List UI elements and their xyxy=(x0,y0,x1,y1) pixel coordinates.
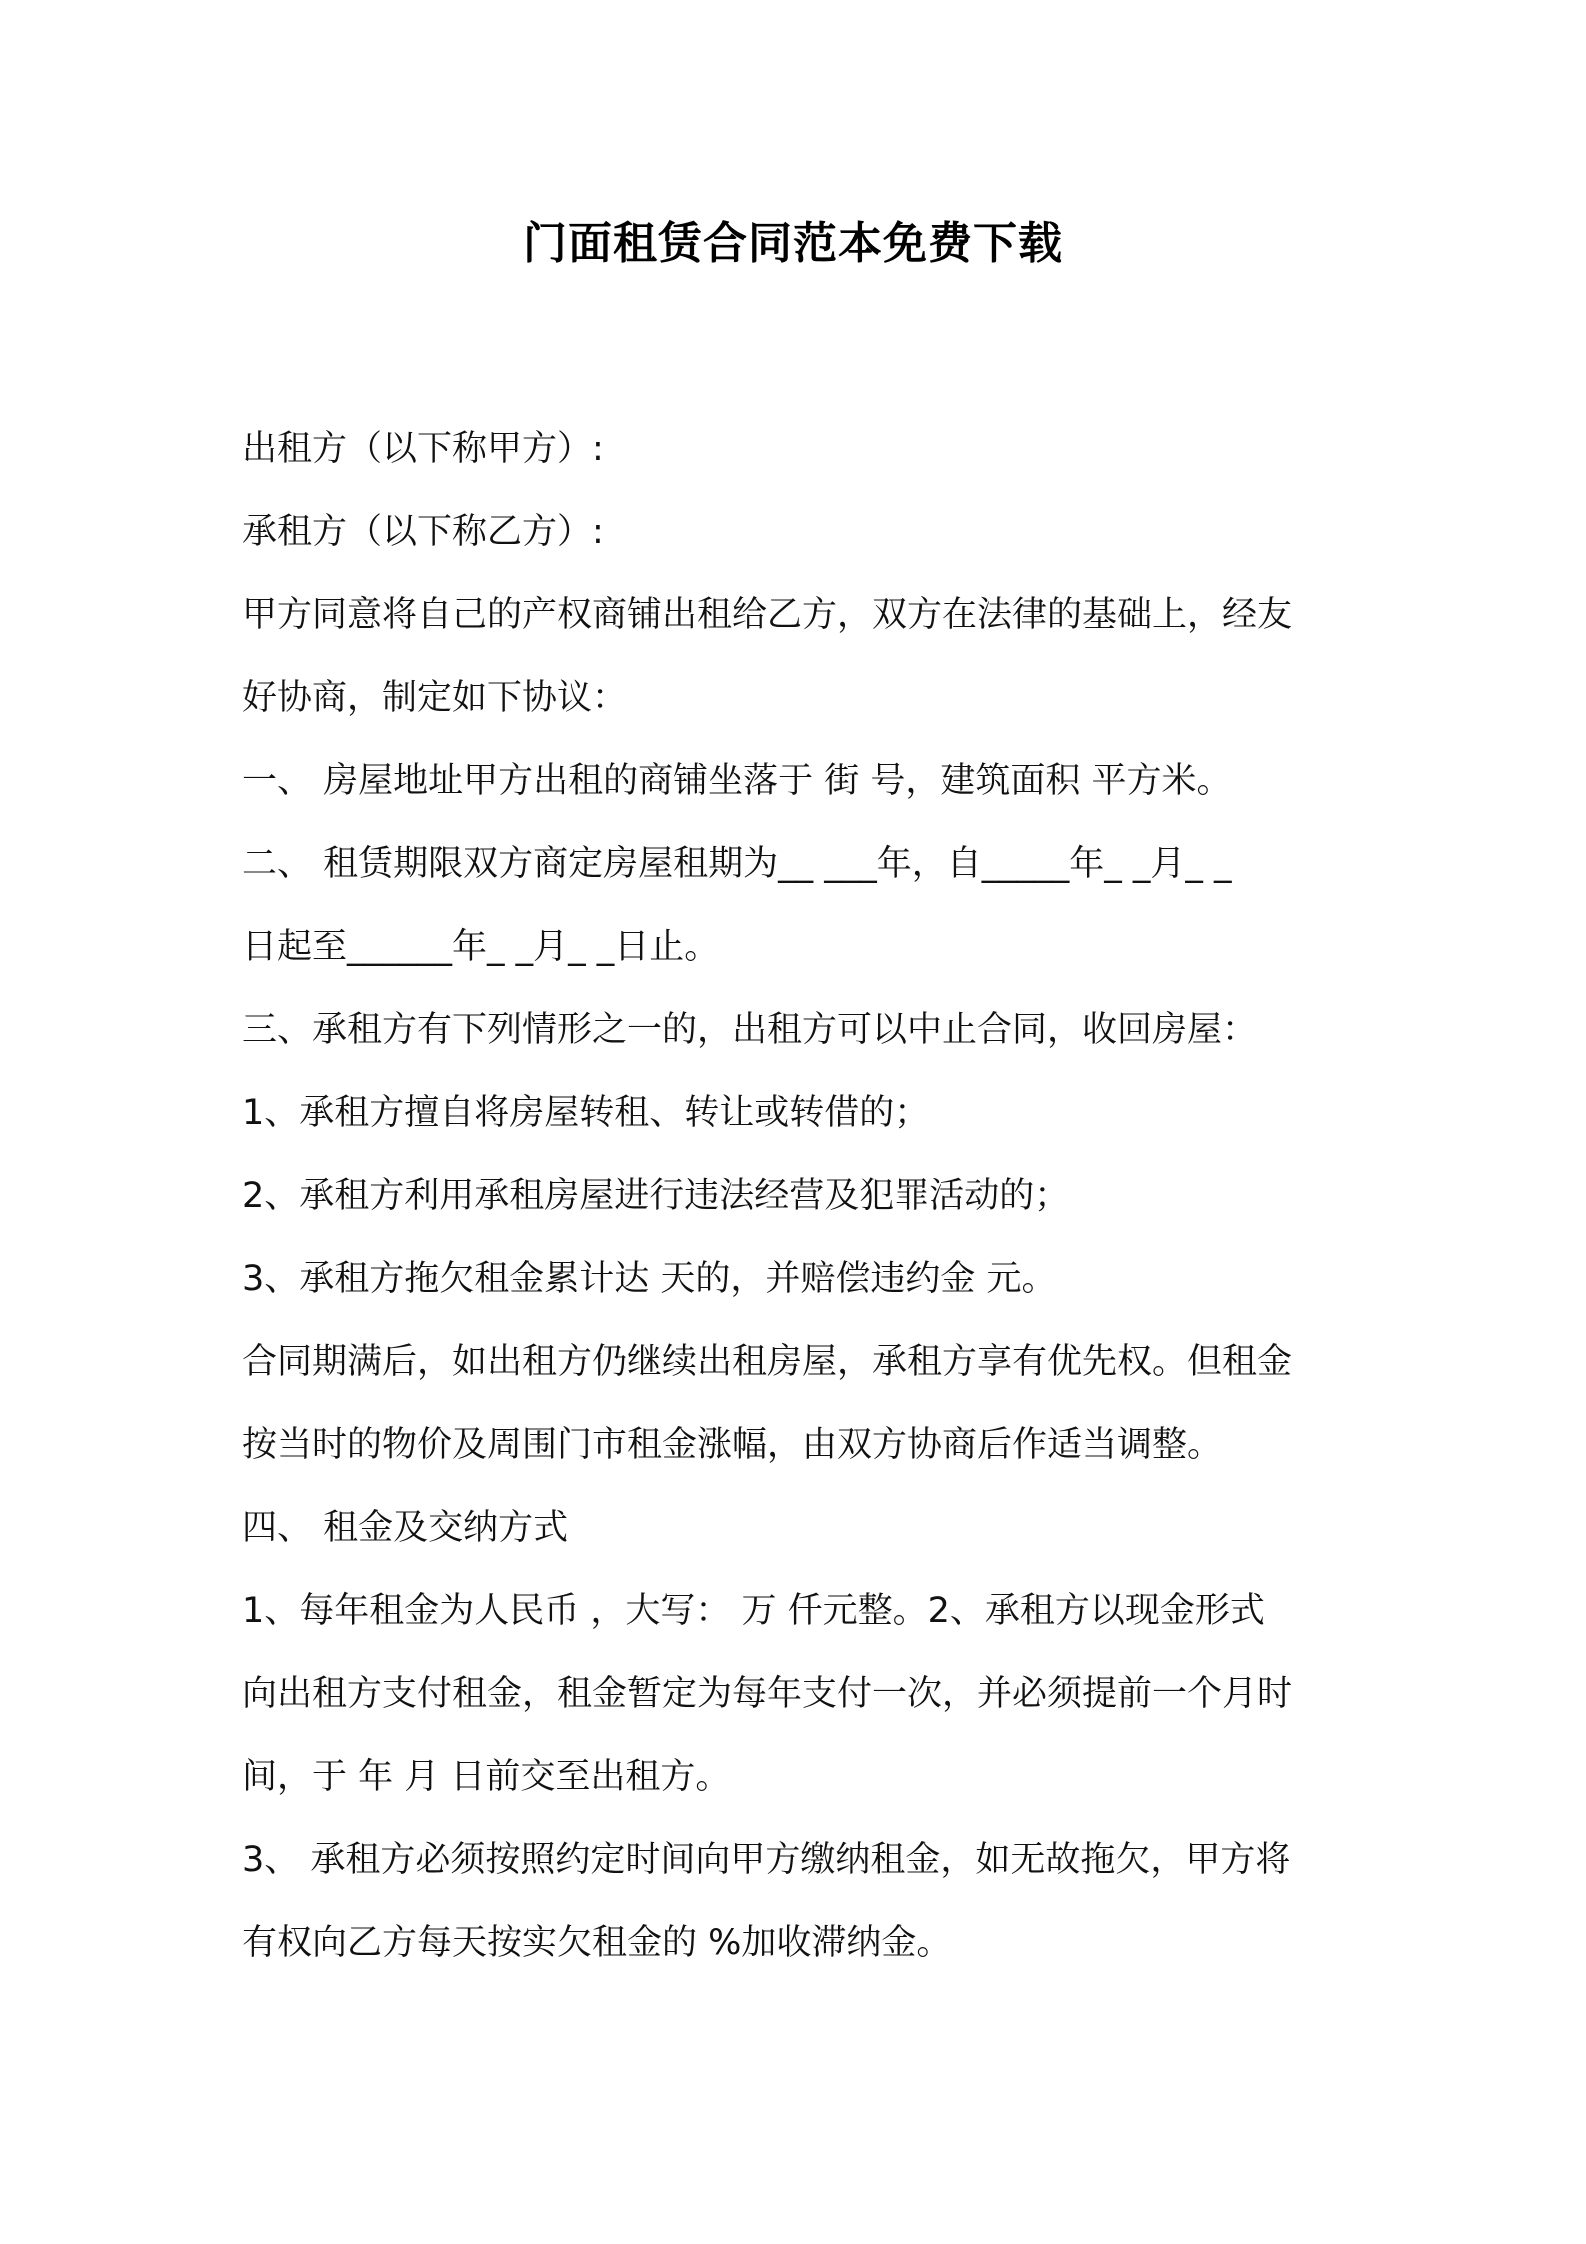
paragraph-line: 2、承租方利用承租房屋进行违法经营及犯罪活动的； xyxy=(242,1176,1070,1216)
document-title: 门面租赁合同范本免费下载 xyxy=(523,218,1063,269)
paragraph-line: 1、承租方擅自将房屋转租、转让或转借的； xyxy=(242,1093,930,1133)
paragraph-line: 间，于 年 月 日前交至出租方。 xyxy=(242,1757,731,1797)
paragraph-line: 1、每年租金为人民币 ，大写： 万 仟元整。2、承租方以现金形式 xyxy=(242,1591,1265,1631)
paragraph-line: 承租方（以下称乙方）: xyxy=(242,512,604,552)
paragraph-line: 好协商，制定如下协议： xyxy=(242,678,628,718)
paragraph-line: 一、 房屋地址甲方出租的商铺坐落于 街 号，建筑面积 平方米。 xyxy=(242,761,1232,801)
paragraph-line: 三、承租方有下列情形之一的，出租方可以中止合同，收回房屋： xyxy=(242,1010,1258,1050)
paragraph-line: 出租方（以下称甲方）: xyxy=(242,429,604,469)
paragraph-line: 有权向乙方每天按实欠租金的 %加收滞纳金。 xyxy=(242,1923,952,1963)
paragraph-line: 3、承租方拖欠租金累计达 天的，并赔偿违约金 元。 xyxy=(242,1259,1057,1299)
paragraph-line: 3、 承租方必须按照约定时间向甲方缴纳租金，如无故拖欠，甲方将 xyxy=(242,1840,1291,1880)
paragraph-line: 向出租方支付租金，租金暂定为每年支付一次，并必须提前一个月时 xyxy=(242,1674,1293,1714)
paragraph-line: 甲方同意将自己的产权商铺出租给乙方，双方在法律的基础上，经友 xyxy=(242,595,1293,635)
document-body xyxy=(242,408,1354,1985)
paragraph-line: 按当时的物价及周围门市租金涨幅，由双方协商后作适当调整。 xyxy=(242,1425,1223,1465)
paragraph-line: 四、 租金及交纳方式 xyxy=(242,1508,569,1548)
paragraph-line: 合同期满后，如出租方仍继续出租房屋，承租方享有优先权。但租金 xyxy=(242,1342,1293,1382)
paragraph-line: 二、 租赁期限双方商定房屋租期为__ ___年，自_____年_ _月_ _ xyxy=(242,844,1232,884)
paragraph-line: 日起至______年_ _月_ _日止。 xyxy=(242,927,720,967)
